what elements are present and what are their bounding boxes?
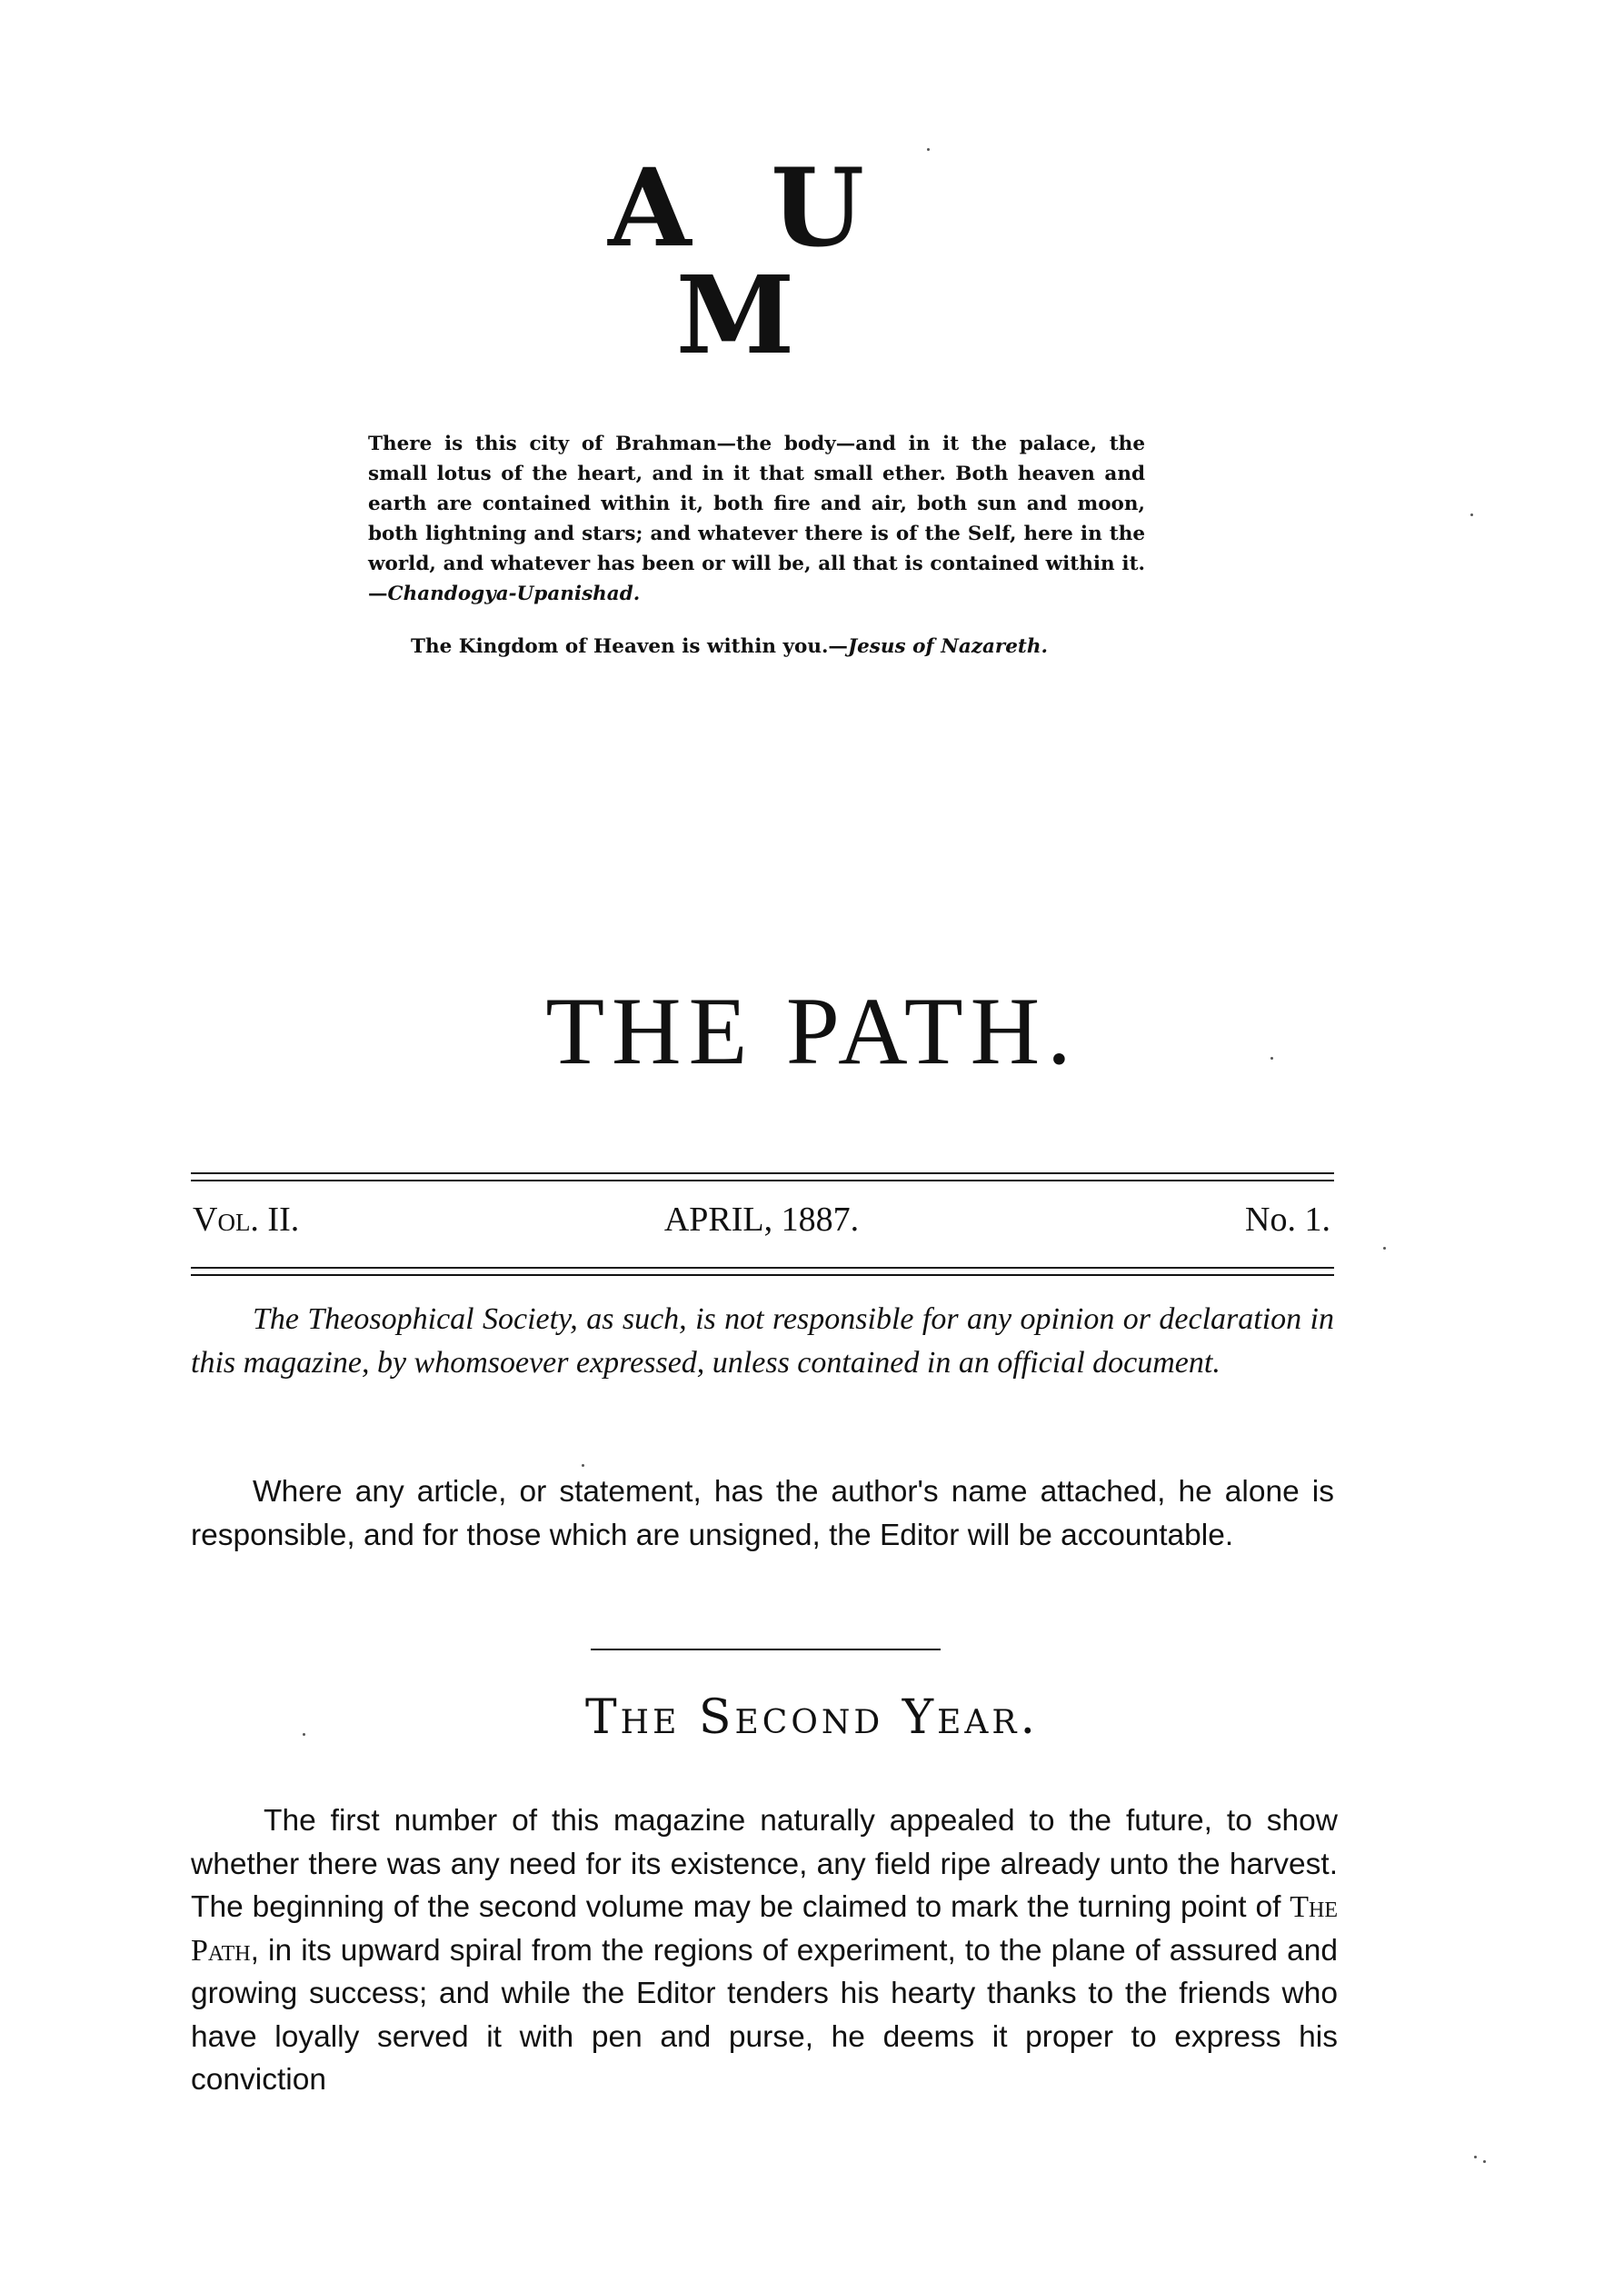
paper-speck	[1470, 513, 1473, 516]
paper-speck	[1483, 2160, 1486, 2163]
paper-speck	[303, 1733, 305, 1736]
volume-label: Vol. II.	[193, 1201, 300, 1239]
paper-speck	[927, 148, 930, 151]
section-divider	[591, 1649, 941, 1650]
body-text-end: , in its upward spiral from the regions of experiment, to the plane of assured and growing success; and while the Editor tenders his hearty thanks to the friends who have loyally served it with pen and purse, he deems it proper to express his conviction	[191, 1933, 1338, 2097]
masthead-rule-bottom-inner	[191, 1267, 1334, 1269]
page-title: THE PATH.	[545, 978, 1079, 1084]
aum-symbol: А U M	[605, 144, 885, 378]
body-text-start: The first number of this magazine naturally appealed to the future, to show whether there was any need for its existence, any field ripe already unto the harvest. The beginning of the second volume may be claimed to mark the turning point of	[191, 1804, 1338, 1924]
paper-speck	[582, 1464, 584, 1467]
paper-speck	[1383, 1247, 1386, 1250]
epigraph-upanishad	[368, 429, 1145, 609]
epigraph-second-source: Jesus of Nazareth.	[847, 635, 1048, 658]
epigraph-jesus	[411, 632, 1156, 662]
masthead-rule-top	[191, 1172, 1334, 1174]
paper-speck	[1270, 1057, 1273, 1060]
epigraph-text: There is this city of Brahman—the body—and in it the palace, the small lotus of the heart, and in it that small ether. Both heaven and earth are contained within it, both fire and air, both sun and moon, both lightning and stars; and whatever there is of the Self, here in the world, and whatever has been or will be, all that is contained within it.—	[368, 433, 1145, 605]
disclaimer-paragraph: The Theosophical Society, as such, is not responsible for any opinion or declaration in this magazine, by whomsoever expressed, unless contained in an official document.	[191, 1302, 1334, 1380]
masthead-rule-top-inner	[191, 1180, 1334, 1181]
magazine-name: The Path	[191, 1890, 1338, 1968]
epigraph-second-text: The Kingdom of Heaven is within you.—	[411, 635, 848, 658]
article-body	[191, 1799, 1338, 2102]
masthead-rule-bottom	[191, 1274, 1334, 1276]
responsibility-paragraph: Where any article, or statement, has the author's name attached, he alone is responsible, and for those which are unsigned, the Editor will be accountable.	[191, 1475, 1334, 1552]
issue-line	[193, 1198, 1330, 1241]
epigraph-source: Chandogya-Upanishad.	[387, 583, 641, 605]
issue-number: No. 1.	[1245, 1201, 1330, 1239]
paper-speck	[1474, 2156, 1477, 2158]
article-heading: The Second Year.	[585, 1690, 1039, 1745]
issue-date: APRIL, 1887.	[663, 1201, 860, 1239]
